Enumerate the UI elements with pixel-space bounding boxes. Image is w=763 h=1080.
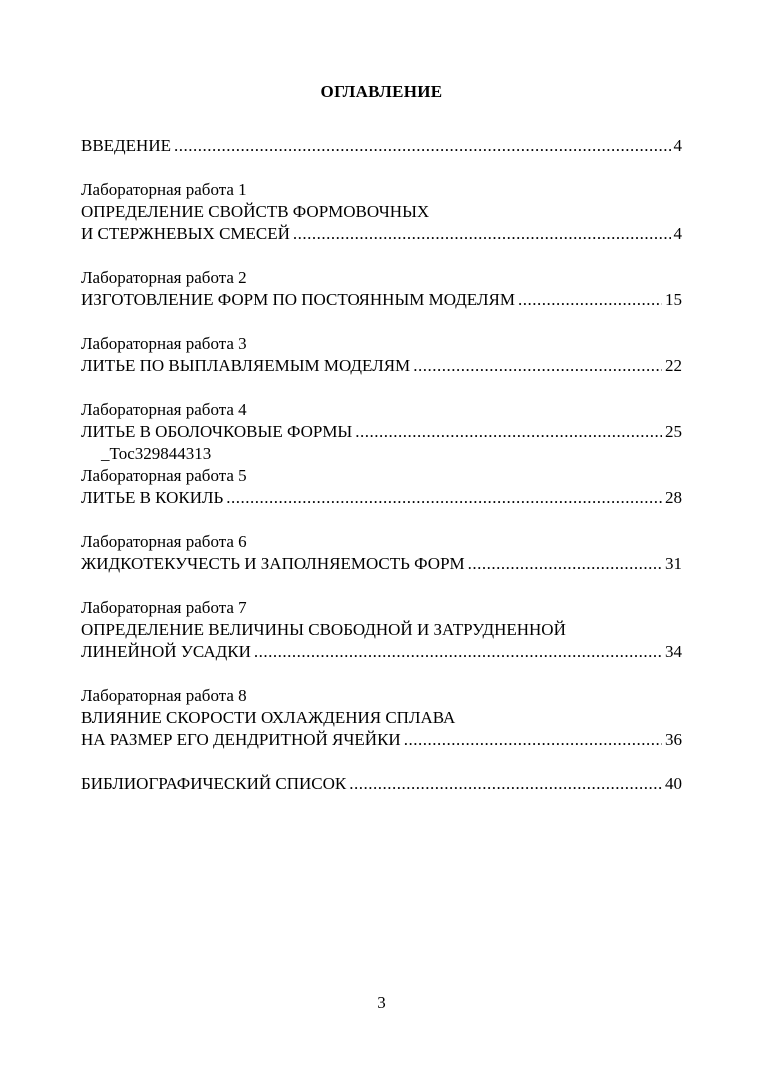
toc-entry-title-line: ВЛИЯНИЕ СКОРОСТИ ОХЛАЖДЕНИЯ СПЛАВА <box>81 708 456 727</box>
toc-line <box>81 355 682 377</box>
toc-entry-lab-4[interactable] <box>81 399 682 443</box>
toc-page-number: 40 <box>665 774 682 793</box>
toc-entry-title: ВВЕДЕНИЕ <box>81 136 171 155</box>
dot-leader <box>404 729 662 751</box>
dot-leader <box>226 487 662 509</box>
toc-entry-subtitle: Лабораторная работа 7 <box>81 598 247 617</box>
toc-entry-subtitle: Лабораторная работа 8 <box>81 686 247 705</box>
page-footer-number: 3 <box>377 993 386 1012</box>
dot-leader <box>254 641 662 663</box>
toc-entry-title: ЖИДКОТЕКУЧЕСТЬ И ЗАПОЛНЯЕМОСТЬ ФОРМ <box>81 554 465 573</box>
toc-page-number: 28 <box>665 488 682 507</box>
toc-entry-lab-8[interactable] <box>81 685 682 751</box>
toc-entry-lab-6[interactable] <box>81 531 682 575</box>
toc-page-number: 22 <box>665 356 682 375</box>
toc-entry-title: НА РАЗМЕР ЕГО ДЕНДРИТНОЙ ЯЧЕЙКИ <box>81 730 401 749</box>
dot-leader <box>413 355 662 377</box>
toc-entry-bibliography[interactable] <box>81 773 682 795</box>
bookmark-marker: _Toc329844313 <box>101 444 212 463</box>
toc-line <box>81 773 682 795</box>
dot-leader <box>174 135 671 157</box>
toc-line <box>81 729 682 751</box>
toc-line <box>81 553 682 575</box>
toc-entry-lab-7[interactable] <box>81 597 682 663</box>
toc-line <box>81 641 682 663</box>
toc-page-number: 36 <box>665 730 682 749</box>
toc-entry-subtitle: Лабораторная работа 6 <box>81 532 247 551</box>
toc-entry-title: ЛИТЬЕ В КОКИЛЬ <box>81 488 224 507</box>
toc-entry-title-line: ОПРЕДЕЛЕНИЕ ВЕЛИЧИНЫ СВОБОДНОЙ И ЗАТРУДНЕННОЙ <box>81 620 566 639</box>
toc-page-number: 25 <box>665 422 682 441</box>
dot-leader <box>349 773 662 795</box>
dot-leader <box>293 223 671 245</box>
toc-entry-title: ЛИНЕЙНОЙ УСАДКИ <box>81 642 251 661</box>
toc-line <box>81 421 682 443</box>
toc-line <box>81 487 682 509</box>
toc-entry-subtitle: Лабораторная работа 5 <box>81 466 247 485</box>
toc-entry-title: ИЗГОТОВЛЕНИЕ ФОРМ ПО ПОСТОЯННЫМ МОДЕЛЯМ <box>81 290 515 309</box>
toc-entry-lab-3[interactable] <box>81 333 682 377</box>
page-title: ОГЛАВЛЕНИЕ <box>320 82 443 101</box>
table-of-contents <box>81 135 682 817</box>
toc-entry-title: БИБЛИОГРАФИЧЕСКИЙ СПИСОК <box>81 774 347 793</box>
toc-entry-lab-2[interactable] <box>81 267 682 311</box>
toc-entry-lab-1[interactable] <box>81 179 682 245</box>
toc-entry-subtitle: Лабораторная работа 4 <box>81 400 247 419</box>
toc-entry-title: ЛИТЬЕ ПО ВЫПЛАВЛЯЕМЫМ МОДЕЛЯМ <box>81 356 411 375</box>
toc-entry-introduction[interactable] <box>81 135 682 157</box>
toc-page-number: 31 <box>665 554 682 573</box>
toc-entry-subtitle: Лабораторная работа 1 <box>81 180 247 199</box>
dot-leader <box>518 289 662 311</box>
toc-entry-title-line: ОПРЕДЕЛЕНИЕ СВОЙСТВ ФОРМОВОЧНЫХ <box>81 202 430 221</box>
toc-page-number: 34 <box>665 642 682 661</box>
toc-page-number: 15 <box>665 290 682 309</box>
toc-page-number: 4 <box>673 224 682 243</box>
toc-line <box>81 135 682 157</box>
toc-line <box>81 289 682 311</box>
dot-leader <box>355 421 662 443</box>
toc-entry-title: И СТЕРЖНЕВЫХ СМЕСЕЙ <box>81 224 290 243</box>
dot-leader <box>468 553 662 575</box>
toc-entry-subtitle: Лабораторная работа 3 <box>81 334 247 353</box>
toc-line <box>81 223 682 245</box>
toc-entry-lab-5[interactable] <box>81 465 682 509</box>
toc-page-number: 4 <box>673 136 682 155</box>
toc-entry-title: ЛИТЬЕ В ОБОЛОЧКОВЫЕ ФОРМЫ <box>81 422 353 441</box>
toc-entry-subtitle: Лабораторная работа 2 <box>81 268 247 287</box>
